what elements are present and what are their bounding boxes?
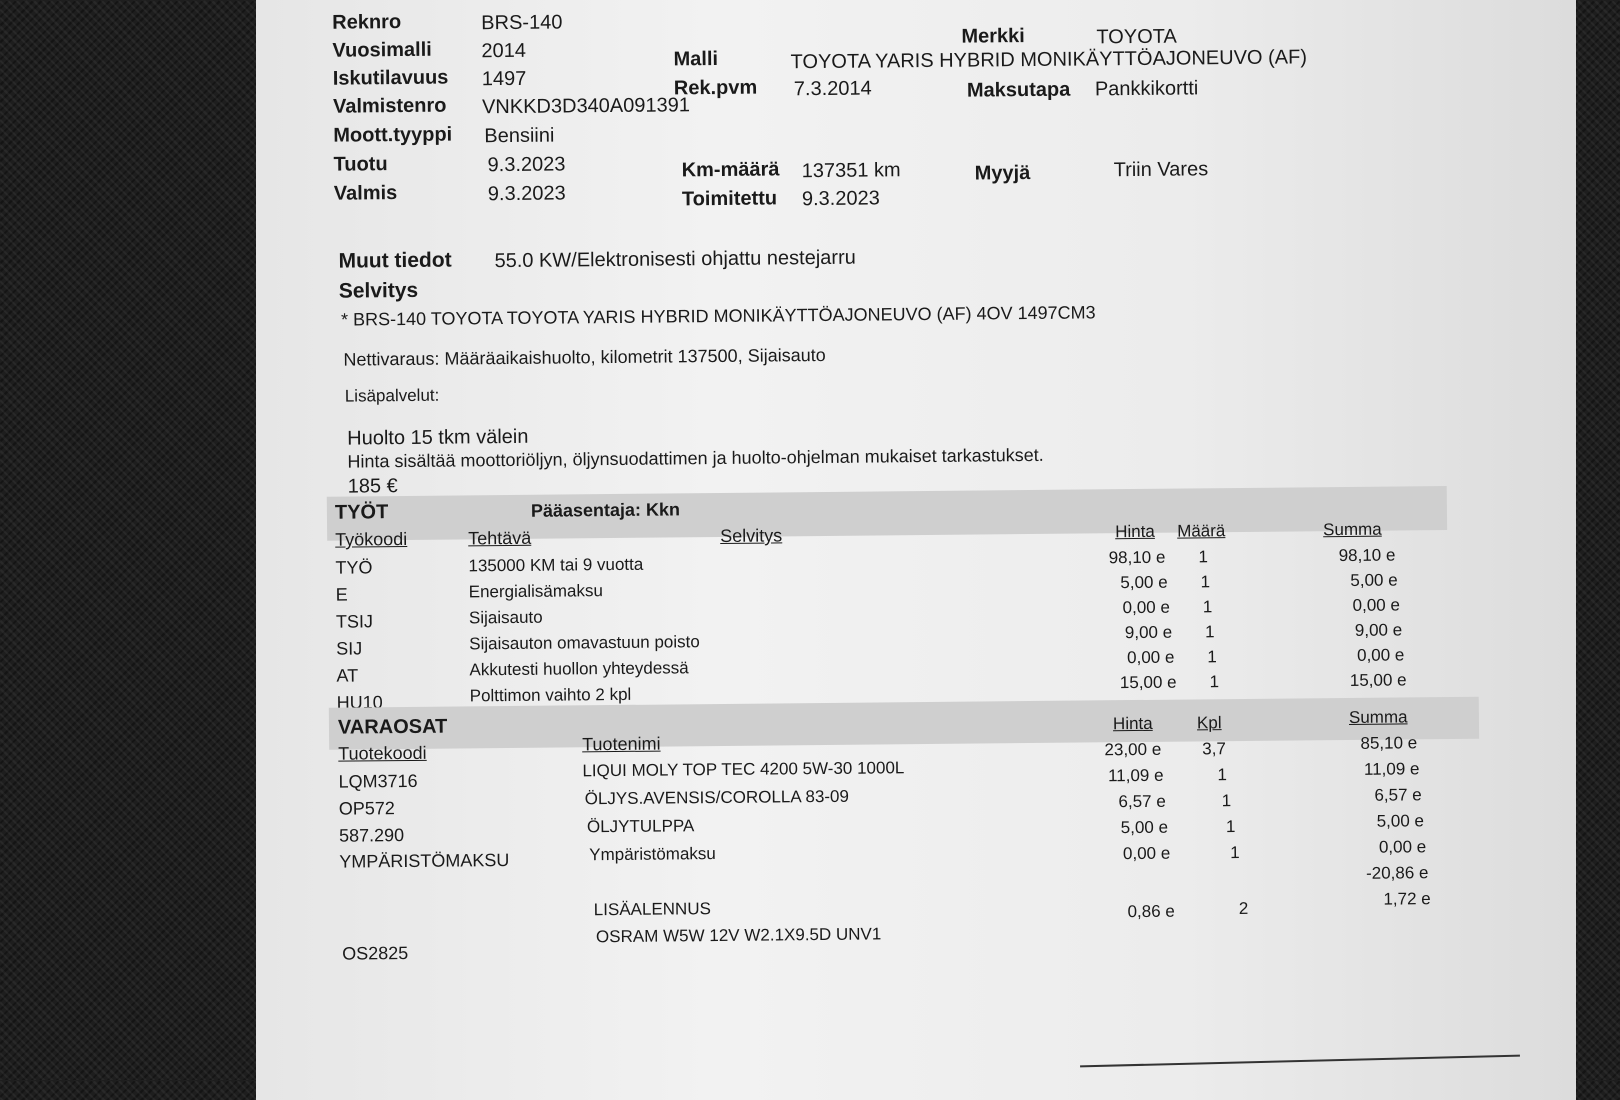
work-code: E xyxy=(335,584,348,605)
label-rek-pvm: Rek.pvm xyxy=(673,76,758,100)
parts-col-tuotekoodi: Tuotekoodi xyxy=(338,742,427,764)
part-qty: 1 xyxy=(1225,817,1236,837)
work-sum: 5,00 e xyxy=(1350,570,1398,590)
value-muut-tiedot: 55.0 KW/Elektronisesti ohjattu nestejarru xyxy=(494,246,856,273)
part-qty: 1 xyxy=(1230,843,1240,863)
work-qty: 1 xyxy=(1209,672,1220,692)
part-sum: 0,00 e xyxy=(1378,837,1427,857)
part-name: ÖLJYS.AVENSIS/COROLLA 83-09 xyxy=(584,786,850,809)
parts-col-tuotenimi: Tuotenimi xyxy=(582,733,661,755)
works-section-title: TYÖT xyxy=(334,501,389,524)
work-qty: 1 xyxy=(1202,597,1213,617)
work-sum: 98,10 e xyxy=(1338,545,1396,566)
label-tuotu: Tuotu xyxy=(333,153,388,176)
value-tuotu: 9.3.2023 xyxy=(487,153,566,177)
part-sum: 6,57 e xyxy=(1374,785,1422,805)
part-code: OS2825 xyxy=(342,943,409,964)
part-sum: 5,00 e xyxy=(1376,811,1425,831)
label-malli: Malli xyxy=(673,47,719,71)
value-maksutapa: Pankkikortti xyxy=(1094,77,1199,101)
label-myyja: Myyjä xyxy=(974,161,1031,185)
label-muut-tiedot: Muut tiedot xyxy=(338,248,452,273)
part-qty: 1 xyxy=(1217,765,1228,785)
value-vuosimalli: 2014 xyxy=(481,39,527,63)
part-code: YMPÄRISTÖMAKSU xyxy=(339,850,510,872)
works-col-summa: Summa xyxy=(1323,519,1382,540)
part-code: LQM3716 xyxy=(338,770,418,792)
work-code: AT xyxy=(336,665,359,686)
value-toimitettu: 9.3.2023 xyxy=(801,187,880,211)
parts-section-title: VARAOSAT xyxy=(337,715,448,739)
label-merkki: Merkki xyxy=(961,25,1025,48)
label-iskutilavuus: Iskutilavuus xyxy=(332,66,449,90)
part-qty: 3,7 xyxy=(1202,739,1226,759)
work-sum: 9,00 e xyxy=(1354,620,1403,640)
value-valmis: 9.3.2023 xyxy=(487,182,566,206)
part-price: 11,09 e xyxy=(1107,765,1164,786)
label-lisapalvelut: Lisäpalvelut: xyxy=(344,385,440,406)
work-code: TSIJ xyxy=(335,611,374,632)
works-col-maara: Määrä xyxy=(1177,521,1226,541)
works-col-hinta: Hinta xyxy=(1115,521,1155,542)
part-qty: 1 xyxy=(1221,791,1232,811)
work-code: HU10 xyxy=(336,692,383,713)
works-col-tehtava: Tehtävä xyxy=(468,527,532,549)
work-price: 0,00 e xyxy=(1122,597,1170,618)
part-qty: 2 xyxy=(1238,898,1249,919)
service-title: Huolto 15 tkm välein xyxy=(347,425,529,450)
value-valmistenro: VNKKD3D340A091391 xyxy=(481,94,691,119)
label-moott-tyyppi: Moott.tyyppi xyxy=(333,123,453,147)
part-sum: 11,09 e xyxy=(1363,759,1420,779)
parts-col-kpl: Kpl xyxy=(1196,713,1222,733)
part-code: OP572 xyxy=(338,798,395,819)
part-price: 23,00 e xyxy=(1104,739,1162,760)
works-col-selvitys: Selvitys xyxy=(720,525,783,546)
part-price: 0,86 e xyxy=(1127,901,1175,922)
value-reknro: BRS-140 xyxy=(481,11,563,35)
part-name: ÖLJYTULPPA xyxy=(586,816,695,837)
part-name: LIQUI MOLY TOP TEC 4200 5W-30 1000L xyxy=(582,758,905,781)
discount-sum: -20,86 e xyxy=(1365,863,1429,883)
value-merkki: TOYOTA xyxy=(1096,25,1177,49)
label-km-maara: Km-määrä xyxy=(681,158,780,182)
label-selvitys: Selvitys xyxy=(338,278,419,303)
part-price: 0,00 e xyxy=(1122,843,1171,864)
label-valmistenro: Valmistenro xyxy=(332,94,447,118)
work-task: Akkutesti huollon yhteydessä xyxy=(469,658,689,680)
value-moott-tyyppi: Bensiini xyxy=(484,124,555,148)
part-name: Ympäristömaksu xyxy=(589,844,716,865)
part-price: 6,57 e xyxy=(1118,791,1166,812)
part-code: 587.290 xyxy=(338,825,405,846)
value-nettivaraus: Nettivaraus: Määräaikaishuolto, kilometrit 137500, Sijaisauto xyxy=(343,344,826,370)
work-price: 9,00 e xyxy=(1124,622,1173,643)
value-km-maara: 137351 km xyxy=(801,159,901,183)
work-sum: 0,00 e xyxy=(1352,595,1400,615)
work-qty: 1 xyxy=(1198,547,1208,567)
parts-col-summa: Summa xyxy=(1348,707,1408,727)
work-task: Sijaisauto xyxy=(468,607,543,628)
part-sum: 85,10 e xyxy=(1360,733,1418,753)
value-malli: TOYOTA YARIS HYBRID MONIKÄYTTÖAJONEUVO (AF) xyxy=(790,46,1308,74)
part-price: 5,00 e xyxy=(1120,817,1169,838)
value-rek-pvm: 7.3.2014 xyxy=(793,77,872,101)
value-selvitys: * BRS-140 TOYOTA TOYOTA YARIS HYBRID MONIKÄYTTÖAJONEUVO (AF) 4OV 1497CM3 xyxy=(340,302,1096,330)
works-mechanic: Pääasentaja: Kkn xyxy=(530,499,681,521)
work-qty: 1 xyxy=(1200,572,1211,592)
work-task: Sijaisauton omavastuun poisto xyxy=(469,632,700,654)
label-vuosimalli: Vuosimalli xyxy=(332,38,432,62)
discount-label: LISÄALENNUS xyxy=(593,899,712,920)
work-code: SIJ xyxy=(336,638,363,659)
work-task: Energialisämaksu xyxy=(468,581,603,602)
work-sum: 0,00 e xyxy=(1356,645,1405,665)
work-qty: 1 xyxy=(1205,622,1215,642)
work-price: 5,00 e xyxy=(1120,572,1168,593)
part-name: OSRAM W5W 12V W2.1X9.5D UNV1 xyxy=(595,924,882,947)
value-iskutilavuus: 1497 xyxy=(481,67,527,91)
service-description: Hinta sisältää moottoriöljyn, öljynsuodattimen ja huolto-ohjelman mukaiset tarkastukset. xyxy=(347,444,1044,472)
work-task: Polttimon vaihto 2 kpl xyxy=(469,684,632,706)
works-col-tyokoodi: Työkoodi xyxy=(335,528,408,550)
work-task: 135000 KM tai 9 vuotta xyxy=(468,554,644,576)
parts-col-hinta: Hinta xyxy=(1112,713,1153,734)
work-price: 98,10 e xyxy=(1108,547,1166,568)
work-sum: 15,00 e xyxy=(1349,670,1407,690)
work-code: TYÖ xyxy=(335,557,373,578)
label-maksutapa: Maksutapa xyxy=(966,78,1071,102)
part-sum: 1,72 e xyxy=(1383,889,1431,909)
value-myyja: Triin Vares xyxy=(1113,158,1209,182)
work-price: 15,00 e xyxy=(1119,672,1177,693)
label-valmis: Valmis xyxy=(333,182,398,205)
work-qty: 1 xyxy=(1207,647,1217,667)
service-price: 185 € xyxy=(347,475,398,498)
label-toimitettu: Toimitettu xyxy=(681,187,778,211)
label-reknro: Reknro xyxy=(332,11,402,34)
work-price: 0,00 e xyxy=(1126,647,1175,668)
